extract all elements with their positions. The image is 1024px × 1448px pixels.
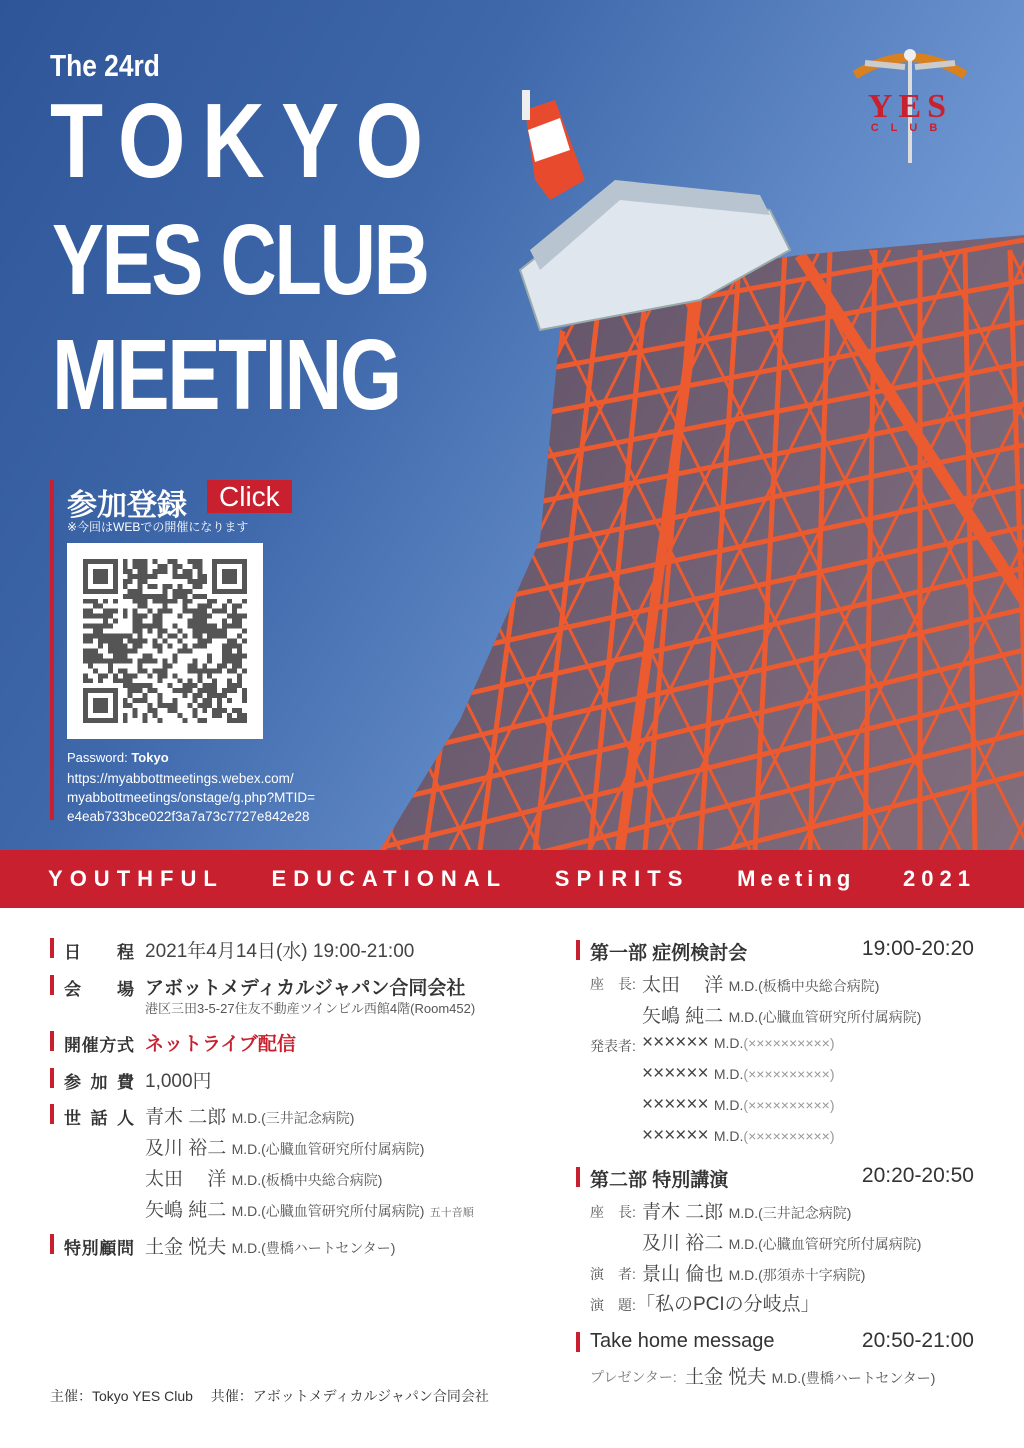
presenter	[642, 1032, 982, 1054]
text: (心臓血管研究所付属病院)	[758, 1236, 922, 1252]
text: 太田 洋	[145, 1169, 227, 1190]
footer-organizers: 主催：Tokyo YES Club 共催：アボットメディカルジャパン合同会社	[50, 1388, 489, 1404]
registration-label: 参加登録	[67, 489, 187, 522]
text: (心臓血管研究所付属病院)	[758, 1009, 922, 1025]
band-initial: S	[554, 866, 577, 891]
text: ××××××	[642, 1032, 709, 1053]
text: 太田 洋	[642, 975, 724, 996]
text: M.D.	[713, 1128, 744, 1144]
topic-label: 演 題:	[590, 1297, 636, 1313]
text: 景山 倫也	[642, 1264, 724, 1285]
format-value: ネットライブ配信	[145, 1034, 296, 1055]
text: (心臓血管研究所付属病院)	[261, 1141, 425, 1157]
band-initial: E	[271, 866, 294, 891]
text: (××××××××××)	[743, 1066, 835, 1082]
text: (××××××××××)	[743, 1097, 835, 1113]
text: M.D.	[771, 1370, 802, 1386]
text: M.D.	[728, 1267, 759, 1283]
text: (××××××××××)	[743, 1035, 835, 1051]
chair	[642, 1001, 982, 1028]
date-label: 日程	[64, 943, 134, 962]
fee-label: 参加費	[64, 1073, 134, 1092]
text: (××××××××××)	[743, 1128, 835, 1144]
advisor	[145, 1232, 545, 1259]
meeting-url-line[interactable]: https://myabbottmeetings.webex.com/	[67, 771, 294, 786]
organizer	[145, 1164, 545, 1191]
band-word-group	[48, 850, 224, 908]
text: 矢嶋 純二	[145, 1200, 227, 1221]
text: M.D.	[231, 1240, 262, 1256]
meeting-url-line[interactable]: myabbottmeetings/onstage/g.php?MTID=	[67, 790, 316, 805]
venue-address: 港区三田3-5-27住友不動産ツインビル西館4階(Room452)	[145, 1001, 476, 1016]
band-initial: Y	[48, 866, 70, 891]
svg-text:YES: YES	[867, 88, 953, 125]
part3-title: Take home message	[590, 1330, 775, 1352]
text: (板橋中央総合病院)	[758, 978, 880, 994]
band-word: DUCATIONAL	[293, 866, 508, 891]
text: (三井記念病院)	[758, 1205, 852, 1221]
text: (那須赤十字病院)	[758, 1267, 866, 1283]
text: 矢嶋 純二	[642, 1006, 724, 1027]
presenter-label: プレゼンター:	[590, 1369, 677, 1385]
text: (豊橋ハートセンター)	[261, 1240, 396, 1256]
text: M.D.	[713, 1066, 744, 1082]
order-note: 五十音順	[429, 1207, 474, 1219]
chair-label: 座 長:	[590, 976, 636, 992]
part1-time: 19:00-20:20	[861, 937, 974, 960]
accent-bar	[50, 480, 54, 820]
presenter	[642, 1125, 982, 1147]
text: (三井記念病院)	[261, 1110, 355, 1126]
band-word: Meeting	[737, 866, 856, 891]
chair	[642, 1228, 982, 1255]
text: M.D.	[728, 1009, 759, 1025]
speaker-label: 演 者:	[590, 1266, 636, 1282]
band-word-group	[272, 850, 507, 908]
text: 土金 悦夫	[145, 1237, 227, 1258]
organizer	[145, 1195, 545, 1222]
text: ××××××	[642, 1063, 709, 1084]
band-word-group	[555, 850, 690, 908]
text: M.D.	[231, 1110, 262, 1126]
presenter	[685, 1362, 985, 1389]
meeting-tagline-band	[0, 850, 1024, 908]
lecture-topic: 「私のPCIの分岐点」	[636, 1294, 820, 1315]
band-word: OUTHFUL	[69, 866, 224, 891]
meeting-url-line[interactable]: e4eab733bce022f3a7a73c7727e842e28	[67, 809, 310, 824]
text: M.D.	[728, 1236, 759, 1252]
text: M.D.	[231, 1141, 262, 1157]
band-word: PIRITS	[576, 866, 690, 891]
presenter	[642, 1063, 982, 1085]
text: M.D.	[728, 978, 759, 994]
part2-time: 20:20-20:50	[861, 1164, 974, 1187]
text: M.D.	[728, 1205, 759, 1221]
chair-label: 座 長:	[590, 1204, 636, 1220]
register-click-button[interactable]: Click	[207, 480, 292, 513]
yes-club-logo	[835, 45, 985, 165]
text: M.D.	[231, 1203, 262, 1219]
format-label: 開催方式	[64, 1036, 134, 1055]
text: 及川 裕二	[642, 1233, 724, 1254]
text: 土金 悦夫	[685, 1367, 767, 1388]
organizer	[145, 1133, 545, 1160]
web-note: ※今回はWEBでの開催になります	[67, 520, 249, 534]
venue-value: アボットメディカルジャパン合同会社	[145, 978, 466, 999]
fee-value: 1,000円	[145, 1071, 212, 1092]
text: M.D.	[713, 1097, 744, 1113]
text: (豊橋ハートセンター)	[801, 1370, 936, 1386]
presenter	[642, 1094, 982, 1116]
password-value: Tokyo	[131, 750, 169, 765]
text: M.D.	[713, 1035, 744, 1051]
text: 及川 裕二	[145, 1138, 227, 1159]
password-line	[67, 750, 169, 765]
part3-time: 20:50-21:00	[861, 1329, 974, 1352]
text: 青木 二郎	[642, 1202, 724, 1223]
title-tokyo: TOKYO	[50, 82, 440, 200]
band-year: 2021	[903, 866, 976, 891]
chair	[642, 970, 982, 997]
text: (板橋中央総合病院)	[261, 1172, 383, 1188]
title-yes-club: YES CLUB	[52, 204, 428, 316]
text: ××××××	[642, 1125, 709, 1146]
speaker	[642, 1259, 982, 1286]
part2-title: 第二部 特別講演	[590, 1170, 729, 1191]
edition-subtitle: The 24rd	[50, 48, 160, 83]
presenter-label: 発表者:	[590, 1038, 636, 1054]
registration-qr-code[interactable]	[67, 543, 263, 739]
venue-label: 会場	[64, 980, 134, 999]
text: 青木 二郎	[145, 1107, 227, 1128]
chair	[642, 1197, 982, 1224]
advisor-label: 特別顧問	[64, 1239, 134, 1258]
text: (心臓血管研究所付属病院)	[261, 1203, 425, 1219]
date-value: 2021年4月14日(水) 19:00-21:00	[145, 941, 415, 962]
password-label: Password:	[67, 750, 128, 765]
title-meeting: MEETING	[52, 319, 400, 431]
organizer	[145, 1102, 545, 1129]
organizers-label: 世話人	[64, 1109, 134, 1128]
text: M.D.	[231, 1172, 262, 1188]
svg-text:CLUB: CLUB	[870, 122, 950, 134]
text: ××××××	[642, 1094, 709, 1115]
part1-title: 第一部 症例検討会	[590, 943, 748, 964]
